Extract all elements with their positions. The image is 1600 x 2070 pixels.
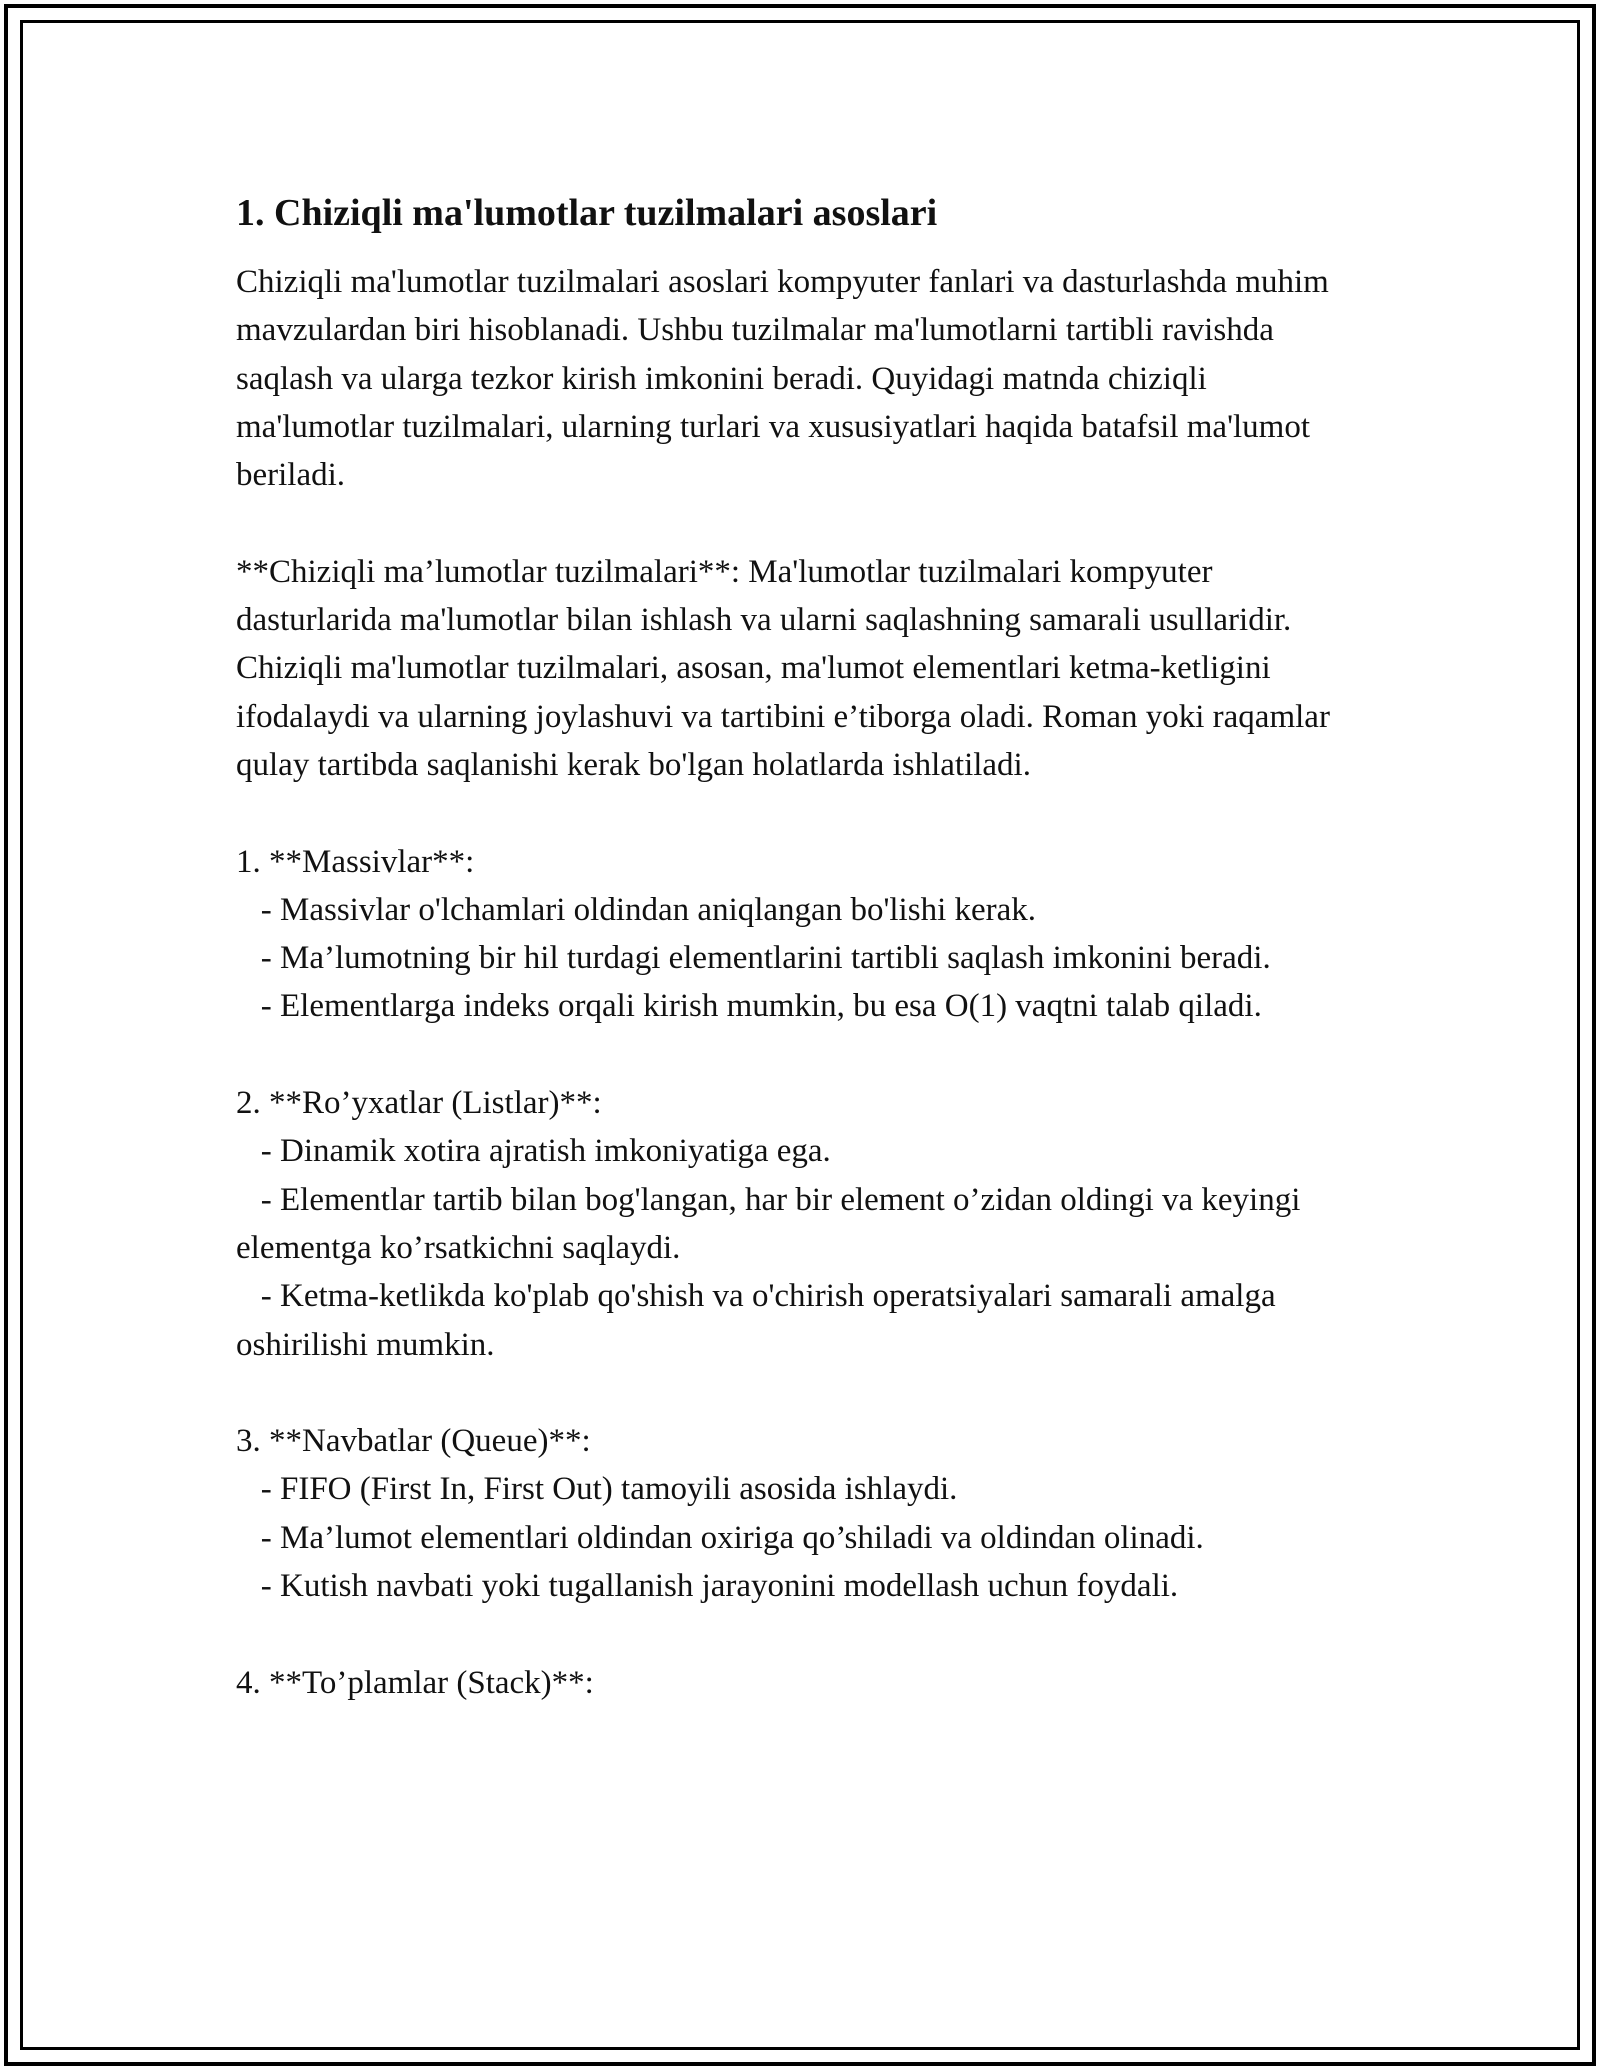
section-navbatlar	[236, 1417, 1366, 1610]
intro-paragraph: Chiziqli ma'lumotlar tuzilmalari asoslari kompyuter fanlari va dasturlashda muhim mavzulardan biri hisoblanadi. Ushbu tuzilmalar ma'lumotlarni tartibli ravishda saqlash va ularga tezkor kirish imkonini beradi. Quyidagi matnda chiziqli ma'lumotlar tuzilmalari, ularning turlari va xususiyatlari haqida batafsil ma'lumot beriladi.	[236, 264, 1338, 494]
list-item: - Kutish navbati yoki tugallanish jarayonini modellash uchun foydali.	[236, 1568, 1179, 1605]
section-heading: 1. **Massivlar**:	[236, 843, 475, 880]
list-item: - Ketma-ketlikda ko'plab qo'shish va o'chirish operatsiyalari samarali amalga oshirilishi mumkin.	[236, 1278, 1284, 1363]
paragraph-gap	[236, 499, 1366, 547]
list-item: - FIFO (First In, First Out) tamoyili asosida ishlaydi.	[236, 1471, 958, 1508]
document-title: 1. Chiziqli ma'lumotlar tuzilmalari asoslari	[236, 192, 938, 234]
list-item: - Massivlar o'lchamlari oldindan aniqlangan bo'lishi kerak.	[236, 891, 1037, 928]
section-royxatlar	[236, 1079, 1366, 1369]
paragraph-gap	[236, 1610, 1366, 1658]
list-item: - Ma’lumotning bir hil turdagi elementlarini tartibli saqlash imkonini beradi.	[236, 940, 1271, 977]
section-toplamlar	[236, 1659, 1366, 1707]
section-heading: 4. **To’plamlar (Stack)**:	[236, 1664, 594, 1701]
section-heading: 2. **Ro’yxatlar (Listlar)**:	[236, 1085, 602, 1122]
list-item: - Elementlar tartib bilan bog'langan, har bir element o’zidan oldingi va keyingi elementga ko’rsatkichni saqlaydi.	[236, 1181, 1309, 1266]
document-body	[236, 188, 1366, 1707]
section-massivlar	[236, 838, 1366, 1031]
section-heading: 3. **Navbatlar (Queue)**:	[236, 1423, 591, 1460]
paragraph-gap	[236, 1369, 1366, 1417]
list-item: - Ma’lumot elementlari oldindan oxiriga qo’shiladi va oldindan olinadi.	[236, 1519, 1204, 1556]
definition-paragraph: **Chiziqli ma’lumotlar tuzilmalari**: Ma'lumotlar tuzilmalari kompyuter dasturlarida ma'lumotlar bilan ishlash va ularni saqlashning samarali usullaridir. Chiziqli ma'lumotlar tuzilmalari, asosan, ma'lumot elementlari ketma-ketligini ifodalaydi va ularning joylashuvi va tartibini e’tiborga oladi. Roman yoki raqamlar qulay tartibda saqlanishi kerak bo'lgan holatlarda ishlatiladi.	[236, 553, 1339, 783]
paragraph-gap	[236, 789, 1366, 837]
list-item: - Dinamik xotira ajratish imkoniyatiga ega.	[236, 1133, 831, 1170]
list-item: - Elementlarga indeks orqali kirish mumkin, bu esa O(1) vaqtni talab qiladi.	[236, 988, 1262, 1025]
paragraph-gap	[236, 1031, 1366, 1079]
